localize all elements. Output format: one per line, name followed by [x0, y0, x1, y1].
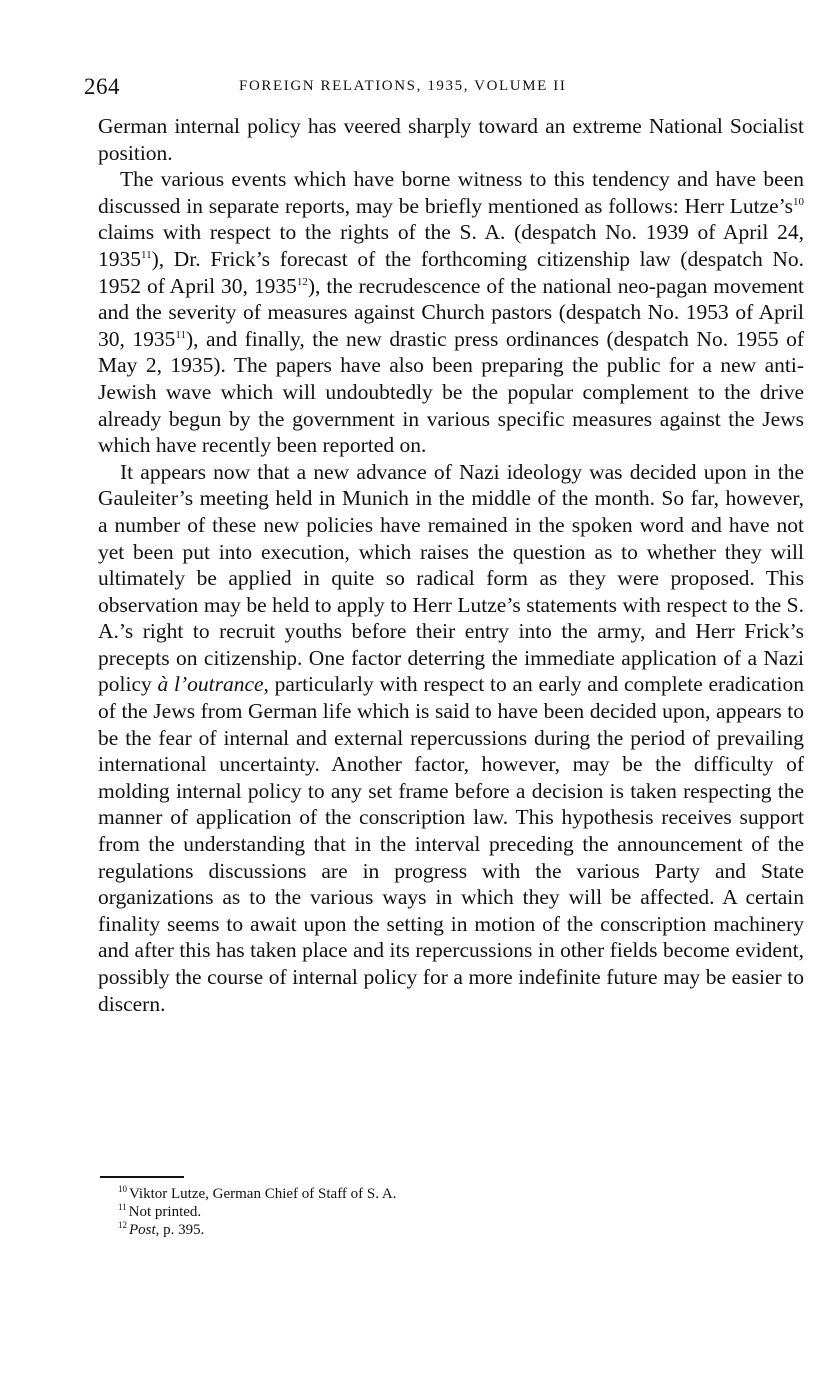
- paragraph-events: [98, 166, 804, 459]
- paragraph-text: German internal policy has veered sharply toward an extreme National Socialist position.: [98, 114, 804, 165]
- footnote-ref: 12: [296, 275, 308, 288]
- footnote-number: 10: [118, 1184, 127, 1194]
- footnote-item: [118, 1203, 718, 1221]
- body-text: [98, 113, 804, 1017]
- paragraph-text: claims with respect to the rights of the S. A. (despatch No. 1939 of April 24, 1935: [98, 220, 804, 271]
- page-number: 264: [84, 74, 120, 99]
- running-head: FOREIGN RELATIONS, 1935, VOLUME II: [239, 78, 567, 94]
- footnote-item: [118, 1221, 718, 1239]
- footnote-text: Viktor Lutze, German Chief of Staff of S. A.: [129, 1186, 397, 1202]
- footnote-italic: Post: [129, 1222, 156, 1238]
- footnote-number: 11: [118, 1202, 127, 1212]
- page-header: [84, 74, 804, 104]
- footnote-ref: 11: [141, 248, 152, 261]
- footnotes: [118, 1185, 718, 1239]
- paragraph-text: , particularly with respect to an early and complete eradication of the Jews from German life which is said to have been decided upon, appears to be the fear of internal and external repercussions during the period of prevailing international uncertainty. Another factor, however, may be the difficulty of molding internal policy to any set frame before a decision is taken respecting the manner of application of the conscription law. This hypothesis receives support from the understanding that in the interval preceding the announcement of the regulations discussions are in progress with the various Party and State organizations as to the various ways in which they will be affected. A certain finality seems to await upon the setting in motion of the conscription machinery and after this has taken place and its repercussions in other fields become evident, possibly the course of internal policy for a more indefinite future may be easier to discern.: [98, 672, 804, 1016]
- italic-phrase: à l’outrance: [157, 672, 264, 697]
- footnote-text: , p. 395.: [155, 1222, 205, 1238]
- paragraph-text: ), and finally, the new drastic press ordinances (despatch No. 1955 of May 2, 1935). The papers have also been preparing the public for a new anti-Jewish wave which will undoubtedly be the popular complement to the drive already begun by the government in various specific measures against the Jews which have recently been reported on.: [98, 326, 805, 458]
- footnote-item: [118, 1185, 718, 1203]
- paragraph-continued: [98, 113, 804, 166]
- footnote-divider: [100, 1176, 184, 1178]
- footnote-number: 12: [118, 1220, 127, 1230]
- footnote-ref: 10: [793, 195, 804, 208]
- paragraph-text: ), the recrudescence of the national neo-pagan movement and the severity of measures against Church pastors (despatch No. 1953 of April 30, 1935: [98, 273, 804, 351]
- paragraph-ideology: [98, 459, 804, 1017]
- footnote-text: Not printed.: [128, 1204, 202, 1220]
- footnote-ref: 11: [175, 328, 186, 341]
- paragraph-text: The various events which have borne witness to this tendency and have been discussed in separate reports, may be briefly mentioned as follows: Herr Lutze’s: [98, 167, 804, 218]
- paragraph-text: ), Dr. Frick’s forecast of the forthcoming citizenship law (despatch No. 1952 of April 30, 1935: [98, 246, 804, 298]
- paragraph-text: It appears now that a new advance of Nazi ideology was decided upon in the Gauleiter’s meeting held in Munich in the middle of the month. So far, however, a number of these new policies have remained in the spoken word and have not yet been put into execution, which raises the question as to whether they will ultimately be applied in quite so radical form as they were proposed. This observation may be held to apply to Herr Lutze’s statements with respect to the S. A.’s right to recruit youths before their entry into the army, and Herr Frick’s precepts on citizenship. One factor deterring the immediate application of a Nazi policy: [98, 459, 804, 697]
